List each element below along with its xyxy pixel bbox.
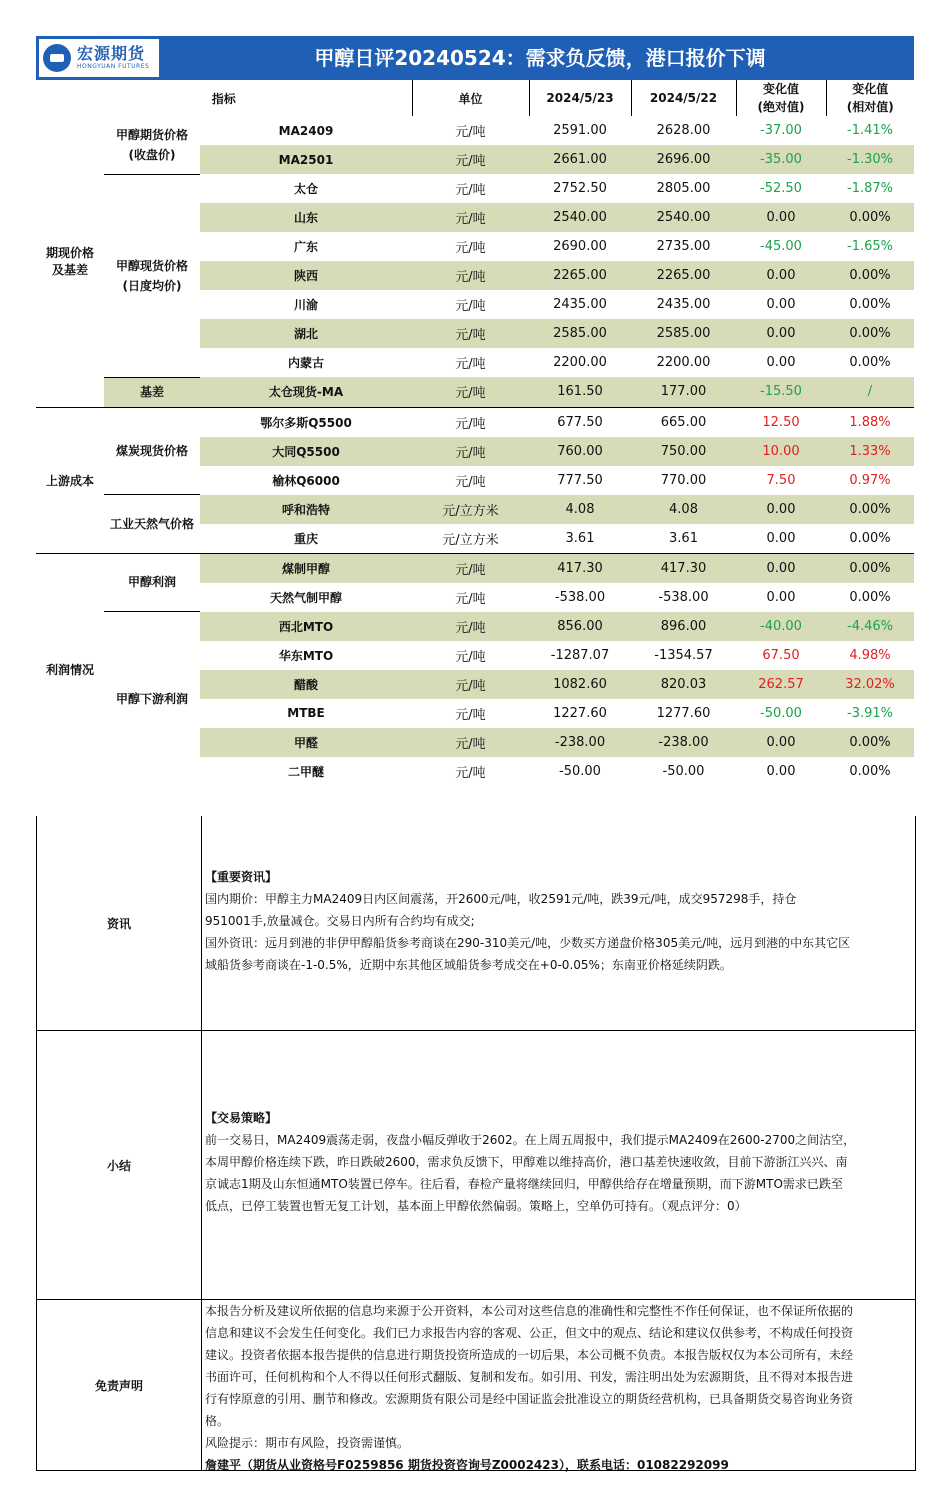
row-change-abs: 0.00 — [736, 553, 826, 583]
row-change-rel: 0.00% — [849, 589, 891, 605]
row-change-rel: 0.00% — [826, 319, 914, 348]
row-value-current: 417.30 — [529, 553, 631, 583]
row-change-rel: -1.87% — [847, 181, 893, 196]
row-unit: 元/吨 — [455, 649, 486, 665]
disclaimer-line: 风险提示：期市有风险，投资需谨慎。 — [205, 1436, 410, 1450]
row-value-previous: 2265.00 — [631, 261, 736, 290]
table-row — [36, 612, 914, 641]
row-unit: 元/吨 — [455, 707, 486, 723]
row-value-current: 677.50 — [529, 407, 631, 437]
row-change-rel: 0.00% — [826, 261, 914, 290]
row-change-abs: 0.00 — [736, 203, 826, 232]
row-value-previous: 2540.00 — [631, 203, 736, 232]
row-value-previous: 2200.00 — [656, 355, 711, 370]
category-futures-spot: 期现价格 及基差 — [45, 246, 94, 278]
row-change-rel: 0.00% — [849, 297, 891, 312]
row-change-abs: 0.00 — [736, 261, 826, 290]
table-row — [36, 495, 914, 524]
row-change-abs: -40.00 — [736, 612, 826, 641]
row-unit: 元/吨 — [412, 145, 529, 174]
table-row — [36, 377, 914, 407]
col-header-indicator: 指标 — [211, 91, 236, 106]
summary-line: 低点，已停工装置也暂无复工计划，基本面上甲醇依然偏弱。策略上，空单仍可持有。（观点评分：0） — [205, 1199, 747, 1213]
row-value-current: 2752.50 — [553, 181, 607, 196]
news-line: 951001手,放量减仓。交易日内所有合约均有成交; — [205, 914, 475, 928]
row-name: 二甲醚 — [287, 764, 324, 779]
row-change-rel: 0.00% — [826, 728, 914, 757]
row-change-abs: -45.00 — [760, 239, 802, 254]
row-value-current: 760.00 — [529, 437, 631, 466]
row-name: 醋酸 — [200, 670, 412, 699]
row-value-previous: 2628.00 — [656, 123, 711, 138]
col-header-unit: 单位 — [412, 80, 529, 116]
group-gas: 工业天然气价格 — [104, 495, 200, 554]
row-change-abs: 0.00 — [736, 495, 826, 524]
col-header-abs-change: 变化值 (绝对值) — [736, 80, 826, 116]
row-change-rel: 1.33% — [826, 437, 914, 466]
row-value-current: 1227.60 — [553, 705, 607, 721]
row-unit: 元/吨 — [455, 299, 486, 314]
group-downstream-profit: 甲醇下游利润 — [104, 612, 200, 786]
row-change-rel: -1.41% — [847, 123, 893, 138]
row-name: MA2501 — [200, 145, 412, 174]
table-row — [36, 407, 914, 437]
category-profit: 利润情况 — [36, 553, 104, 786]
summary-section — [36, 1031, 916, 1300]
row-unit: 元/吨 — [412, 670, 529, 699]
disclaimer-line: 信息和建议不会发生任何变化。我们已力求报告内容的客观、公正，但文中的观点、结论和建议仅供参考，不构成任何投资 — [205, 1326, 854, 1340]
row-change-abs: -50.00 — [760, 705, 802, 721]
disclaimer-label: 免责声明 — [37, 1300, 202, 1470]
row-unit: 元/吨 — [412, 319, 529, 348]
row-name: 鄂尔多斯Q5500 — [200, 407, 412, 437]
row-unit: 元/吨 — [412, 437, 529, 466]
summary-line: 本周甲醇价格连续下跌，昨日跌破2600，需求负反馈下，甲醇难以维持高价，港口基差快速收敛，目前下游浙江兴兴、南 — [205, 1155, 848, 1169]
report-header — [36, 36, 914, 80]
row-value-current: 856.00 — [529, 612, 631, 641]
category-upstream-cost: 上游成本 — [36, 407, 104, 553]
row-change-rel: -3.91% — [847, 705, 893, 721]
row-value-previous: 820.03 — [631, 670, 736, 699]
summary-label: 小结 — [37, 1031, 202, 1299]
table-row — [36, 174, 914, 203]
row-name: 湖北 — [200, 319, 412, 348]
row-value-previous: 896.00 — [631, 612, 736, 641]
row-value-current: -238.00 — [529, 728, 631, 757]
row-value-current: 161.50 — [529, 377, 631, 407]
news-label: 资讯 — [37, 816, 202, 1030]
row-value-previous: -238.00 — [631, 728, 736, 757]
row-value-previous: -538.00 — [658, 589, 709, 605]
row-change-abs: -37.00 — [760, 123, 802, 138]
group-coal: 煤炭现货价格 — [104, 407, 200, 495]
row-unit: 元/吨 — [455, 591, 486, 607]
disclaimer-line: 书面许可，任何机构和个人不得以任何形式翻版、复制和发布。如引用、刊发，需注明出处为宏源期货，且不得对本报告进 — [205, 1370, 854, 1384]
row-change-abs: -35.00 — [736, 145, 826, 174]
row-change-rel: 1.88% — [826, 407, 914, 437]
row-unit: 元/吨 — [412, 553, 529, 583]
group-spot-price: 甲醇现货价格 (日度均价) — [104, 174, 200, 377]
row-name: 太仓现货-MA — [200, 377, 412, 407]
logo-mark-icon — [43, 44, 71, 72]
row-change-abs: -52.50 — [760, 181, 802, 196]
group-basis: 基差 — [104, 377, 200, 407]
row-unit: 元/吨 — [412, 261, 529, 290]
row-value-current: 2585.00 — [529, 319, 631, 348]
row-value-current: 777.50 — [557, 472, 603, 488]
row-change-rel: -4.46% — [826, 612, 914, 641]
logo-english-text: HONGYUAN FUTURES — [77, 63, 150, 70]
row-value-previous: 770.00 — [660, 472, 707, 488]
row-value-previous: -50.00 — [662, 763, 705, 779]
row-change-rel: 0.00% — [849, 355, 891, 370]
row-unit: 元/吨 — [455, 125, 486, 140]
row-value-current: 2200.00 — [553, 355, 607, 370]
row-unit: 元/吨 — [455, 183, 486, 198]
row-value-current: -50.00 — [559, 763, 601, 779]
news-line: 国外资讯：远月到港的非伊甲醇船货参考商谈在290-310美元/吨，少数买方递盘价格305美元/吨，远月到港的中东其它区 — [205, 936, 851, 950]
row-change-abs: 0.00 — [766, 530, 796, 546]
news-line: 国内期价：甲醇主力MA2409日内区间震荡，开2600元/吨，收2591元/吨，跌39元/吨，成交957298手，持仓 — [205, 892, 797, 906]
table-header-row — [36, 80, 914, 116]
row-value-current: 2591.00 — [553, 123, 607, 138]
row-name: 呼和浩特 — [200, 495, 412, 524]
row-value-previous: 2435.00 — [656, 297, 711, 312]
row-change-abs: 0.00 — [766, 763, 796, 779]
disclaimer-section — [36, 1300, 916, 1471]
row-value-previous: 2696.00 — [631, 145, 736, 174]
summary-body — [205, 1107, 909, 1217]
row-name: MA2409 — [278, 123, 334, 138]
row-value-previous: 3.61 — [669, 530, 698, 546]
row-unit: 元/吨 — [412, 728, 529, 757]
row-change-rel: 0.00% — [849, 763, 891, 779]
summary-line: 京诚志1期及山东恒通MTO装置已停车。往后看，春检产量将继续回归，甲醇供给存在增量预期，而下游MTO需求已跌至 — [205, 1177, 843, 1191]
news-section — [36, 816, 916, 1031]
row-name: 山东 — [200, 203, 412, 232]
row-change-abs: 10.00 — [736, 437, 826, 466]
row-change-rel: 4.98% — [849, 647, 891, 663]
row-change-abs: 12.50 — [736, 407, 826, 437]
report-title: 甲醇日评20240524：需求负反馈，港口报价下调 — [314, 46, 766, 70]
row-change-abs: -15.50 — [736, 377, 826, 407]
disclaimer-line: 建议。投资者依据本报告提供的信息进行期货投资所造成的一切后果，本公司概不负责。本报告版权仅为本公司所有，未经 — [205, 1348, 854, 1362]
analyst-line: 詹建平（期货从业资格号F0259856 期货投资咨询号Z0002423），联系电话：01082292099 — [205, 1458, 729, 1472]
row-name: 华东MTO — [278, 648, 334, 663]
row-name: 重庆 — [293, 531, 318, 546]
row-unit: 元/吨 — [412, 612, 529, 641]
row-name: 陕西 — [200, 261, 412, 290]
group-meoh-profit: 甲醇利润 — [104, 553, 200, 612]
row-value-previous: 665.00 — [631, 407, 736, 437]
row-name: 广东 — [293, 240, 318, 254]
row-value-previous: -1354.57 — [654, 647, 713, 663]
row-name: 内蒙古 — [287, 356, 324, 370]
row-value-current: -1287.07 — [550, 647, 610, 663]
row-name: 天然气制甲醇 — [269, 590, 342, 605]
row-change-rel: 0.00% — [849, 530, 891, 546]
row-change-rel: 0.97% — [849, 472, 891, 488]
row-change-rel: 32.02% — [826, 670, 914, 699]
row-change-rel: / — [826, 377, 914, 407]
col-header-date1: 2024/5/23 — [529, 80, 631, 116]
row-unit: 元/吨 — [412, 407, 529, 437]
company-logo — [39, 39, 159, 77]
row-name: 太仓 — [293, 182, 318, 196]
disclaimer-body — [205, 1300, 909, 1476]
row-name: 煤制甲醇 — [200, 553, 412, 583]
row-value-previous: 750.00 — [631, 437, 736, 466]
row-value-previous: 177.00 — [631, 377, 736, 407]
row-change-rel: 0.00% — [826, 203, 914, 232]
data-table — [36, 80, 914, 786]
table-row — [36, 116, 914, 145]
row-unit: 元/立方米 — [412, 495, 529, 524]
row-value-current: 2661.00 — [529, 145, 631, 174]
row-change-rel: 0.00% — [826, 553, 914, 583]
row-unit: 元/立方米 — [442, 532, 499, 548]
row-name: MTBE — [287, 706, 325, 720]
col-header-rel-change: 变化值 (相对值) — [826, 80, 914, 116]
row-change-abs: 0.00 — [736, 319, 826, 348]
disclaimer-line: 行有悖原意的引用、删节和修改。宏源期货有限公司是经中国证监会批准设立的期货经营机构，已具备期货交易咨询业务资 — [205, 1392, 854, 1406]
disclaimer-line: 本报告分析及建议所依据的信息均来源于公开资料，本公司对这些信息的准确性和完整性不作任何保证，也不保证所依据的 — [205, 1304, 854, 1318]
summary-line: 前一交易日，MA2409震荡走弱，夜盘小幅反弹收于2602。在上周五周报中，我们提示MA2409在2600-2700之间沽空， — [205, 1133, 856, 1147]
row-name: 西北MTO — [200, 612, 412, 641]
row-value-previous: 2805.00 — [656, 181, 711, 196]
row-value-current: 2435.00 — [553, 297, 607, 312]
row-name: 甲醛 — [200, 728, 412, 757]
row-change-rel: 0.00% — [826, 495, 914, 524]
row-unit: 元/吨 — [455, 474, 486, 490]
row-value-current: 2540.00 — [529, 203, 631, 232]
row-change-abs: 0.00 — [736, 728, 826, 757]
row-value-previous: 4.08 — [631, 495, 736, 524]
row-value-current: 2265.00 — [529, 261, 631, 290]
row-unit: 元/吨 — [455, 357, 486, 372]
row-value-previous: 2735.00 — [656, 239, 711, 254]
summary-heading: 【交易策略】 — [205, 1111, 278, 1125]
table-row — [36, 553, 914, 583]
row-change-abs: 0.00 — [766, 297, 796, 312]
news-body — [205, 866, 909, 976]
row-change-abs: 262.57 — [736, 670, 826, 699]
row-value-current: 3.61 — [565, 530, 595, 546]
row-change-abs: 0.00 — [766, 355, 796, 370]
row-change-rel: -1.65% — [847, 239, 893, 254]
row-value-current: 4.08 — [529, 495, 631, 524]
row-name: 大同Q5500 — [200, 437, 412, 466]
row-name: 榆林Q6000 — [272, 473, 340, 488]
disclaimer-line: 格。 — [205, 1414, 230, 1428]
row-change-abs: 7.50 — [766, 472, 796, 488]
row-unit: 元/吨 — [412, 203, 529, 232]
row-value-current: -538.00 — [554, 589, 606, 605]
news-heading: 【重要资讯】 — [205, 870, 278, 884]
row-value-current: 1082.60 — [529, 670, 631, 699]
row-change-abs: 67.50 — [762, 647, 800, 663]
group-futures-price: 甲醇期货价格 (收盘价) — [115, 127, 188, 162]
row-unit: 元/吨 — [455, 241, 486, 256]
logo-chinese-text: 宏源期货 — [77, 44, 146, 63]
row-value-previous: 2585.00 — [631, 319, 736, 348]
col-header-date2: 2024/5/22 — [631, 80, 736, 116]
row-unit: 元/吨 — [412, 377, 529, 407]
row-unit: 元/吨 — [455, 765, 486, 781]
row-value-previous: 1277.60 — [656, 705, 711, 721]
row-value-previous: 417.30 — [631, 553, 736, 583]
row-name: 川渝 — [293, 298, 318, 312]
row-change-abs: 0.00 — [766, 589, 796, 605]
row-value-current: 2690.00 — [553, 239, 607, 254]
row-change-rel: -1.30% — [826, 145, 914, 174]
news-line: 域船货参考商谈在-1-0.5%，近期中东其他区域船货参考成交在+0-0.05%；东南亚价格延续阴跌。 — [205, 958, 732, 972]
